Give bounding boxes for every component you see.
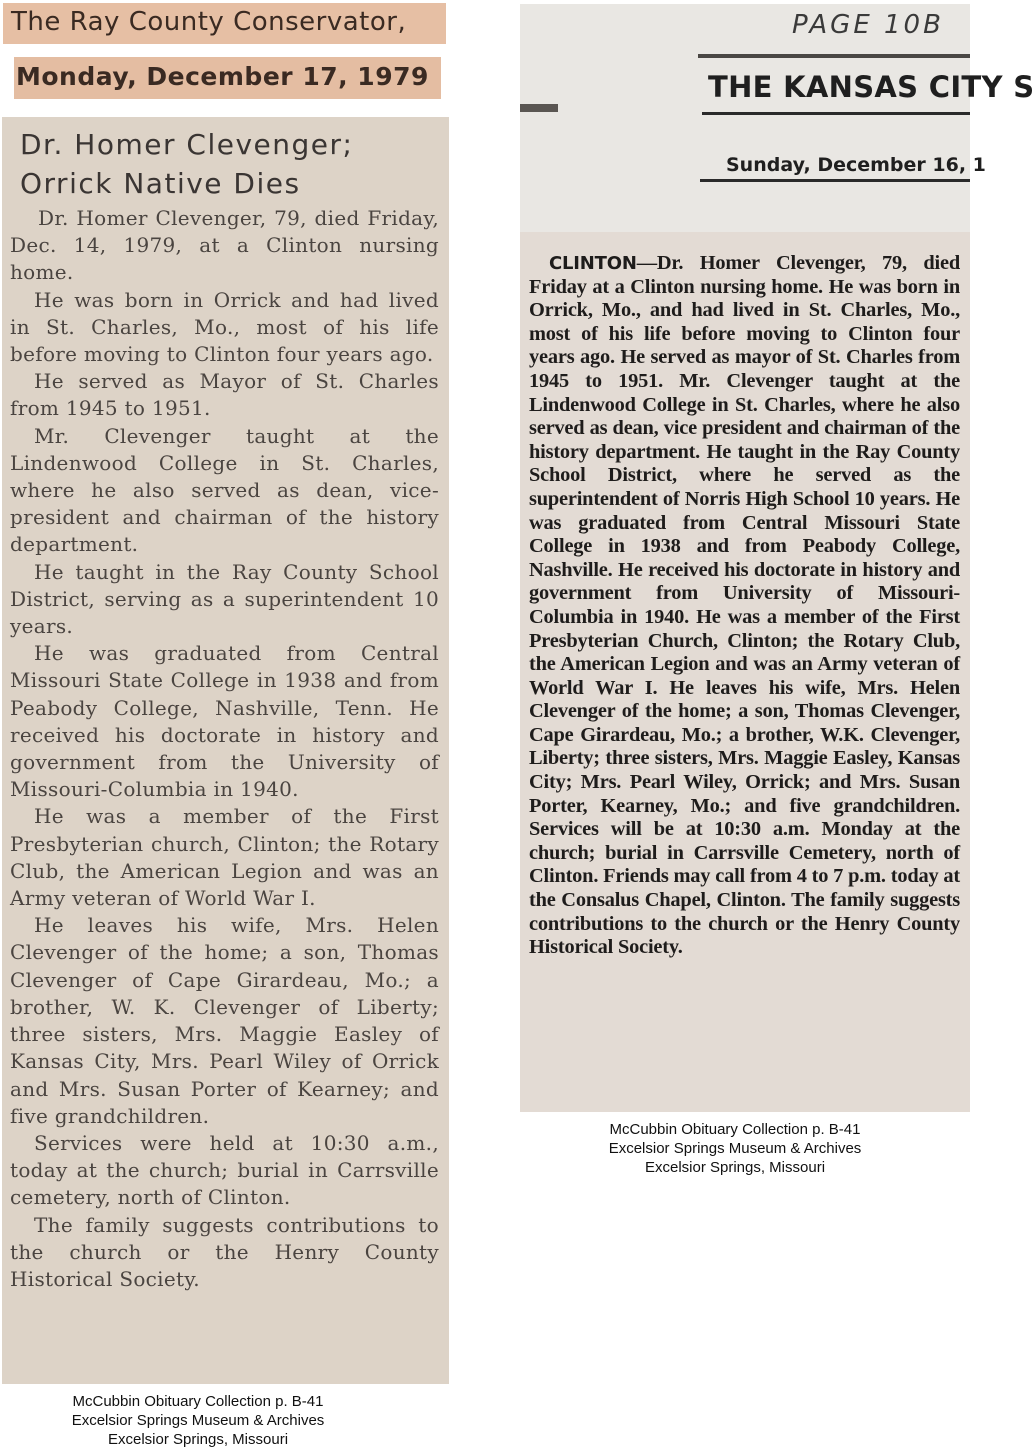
- kansas-city-obituary-article: [520, 232, 970, 1112]
- article-paragraph: Dr. Homer Clevenger, 79, died Friday, Dec. 14, 1979, at a Clinton nursing home.: [10, 206, 439, 285]
- ray-county-newspaper-name: The Ray County Conservator,: [11, 7, 407, 37]
- article-text: —Dr. Homer Clevenger, 79, died Friday at a Clinton nursing home. He was born in Orrick, Mo., and had lived in St. Charles, Mo., most of his life before moving to Clinton four years ago. He served as mayor of St. Charles from 1945 to 1951. Mr. Clevenger taught at the Lindenwood College in St. Charles, where he also served as dean, vice president and chairman of the history department. He taught in the Ray County School District, where he served as the superintendent of Norris High School 10 years. He was graduated from Central Missouri State College in 1938 and from Peabody College, Nashville. He received his doctorate in history and government from University of Missouri-Columbia in 1940. He was a member of the First Presbyterian Church, Clinton; the Rotary Club, the American Legion and was an Army veteran of World War I. He leaves his wife, Mrs. Helen Clevenger of the home; a son, Thomas Clevenger, Cape Girardeau, Mo.; a brother, W.K. Clevenger, Liberty; three sisters, Mrs. Maggie Easley, Kansas City; Mrs. Pearl Wiley, Orrick; and Mrs. Susan Porter, Kearney, Mo.; and five grandchildren. Services will be at 10:30 a.m. Monday at the church; burial in Carrsville Cemetery, north of Clinton. Friends may call from 4 to 7 p.m. today at the Consalus Chapel, Clinton. The family suggests contributions to the church or the Henry County Historical Society.: [529, 252, 960, 959]
- caption-museum: Excelsior Springs Museum & Archives: [608, 1140, 862, 1157]
- kansas-city-date: Sunday, December 16, 1: [726, 154, 986, 176]
- headline-line-2: Orrick Native Dies: [20, 167, 301, 200]
- article-paragraph: The family suggests contributions to the church or the Henry County Historical Society.: [10, 1212, 439, 1291]
- ray-county-date: Monday, December 17, 1979: [16, 62, 429, 91]
- article-paragraph: He was born in Orrick and had lived in St. Charles, Mo., most of his life before moving to Clinton four years ago.: [10, 287, 439, 367]
- divider: [702, 112, 970, 115]
- ray-county-masthead: [3, 3, 446, 44]
- kansas-city-newspaper-name: THE KANSAS CITY S: [708, 70, 1034, 104]
- divider: [700, 179, 970, 182]
- divider: [698, 54, 970, 58]
- article-paragraph: He was graduated from Central Missouri State College in 1938 and from Peabody College, Nashville, Tenn. He received his doctorate in history and government from the University of Missouri-Columbia in 1940.: [10, 641, 439, 802]
- caption-collection: McCubbin Obituary Collection p. B-41: [609, 1121, 861, 1138]
- article-paragraph: He was a member of the First Presbyterian church, Clinton; the Rotary Club, the American Legion and was an Army veteran of World War I.: [10, 804, 439, 911]
- ray-county-obituary-article: [2, 117, 449, 1384]
- ray-county-headline: [20, 125, 439, 203]
- article-paragraph: He served as Mayor of St. Charles from 1945 to 1951.: [10, 369, 439, 421]
- caption-location: Excelsior Springs, Missouri: [107, 1431, 289, 1448]
- handwritten-page-note: PAGE 10B: [792, 10, 944, 40]
- caption-collection: McCubbin Obituary Collection p. B-41: [72, 1393, 324, 1410]
- headline-line-1: Dr. Homer Clevenger;: [20, 128, 354, 161]
- kansas-city-caption: [520, 1120, 950, 1177]
- article-paragraph: He leaves his wife, Mrs. Helen Clevenger of the home; a son, Thomas Clevenger of Cape Girardeau, Mo.; a brother, W. K. Clevenger of Liberty; three sisters, Mrs. Maggie Easley of Kansas City, Mrs. Pearl Wiley of Orrick and Mrs. Susan Porter of Kearney; and five grandchildren.: [10, 913, 439, 1128]
- kansas-city-article-body: [529, 252, 960, 960]
- article-paragraph: He taught in the Ray County School District, serving as a superintendent 10 years.: [10, 559, 439, 639]
- ray-county-caption: [0, 1392, 396, 1449]
- divider: [520, 104, 558, 112]
- ray-county-date-strip: [14, 57, 441, 99]
- ray-county-article-body: [10, 205, 439, 1293]
- caption-location: Excelsior Springs, Missouri: [644, 1159, 826, 1176]
- caption-museum: Excelsior Springs Museum & Archives: [71, 1412, 325, 1429]
- article-dateline: CLINTON: [549, 253, 637, 274]
- kansas-city-header: [520, 4, 1034, 232]
- article-paragraph: Mr. Clevenger taught at the Lindenwood College in St. Charles, where he also served as dean, vice-president and chairman of the history department.: [10, 423, 439, 557]
- article-paragraph: Services were held at 10:30 a.m., today at the church; burial in Carrsville cemetery, north of Clinton.: [10, 1130, 439, 1210]
